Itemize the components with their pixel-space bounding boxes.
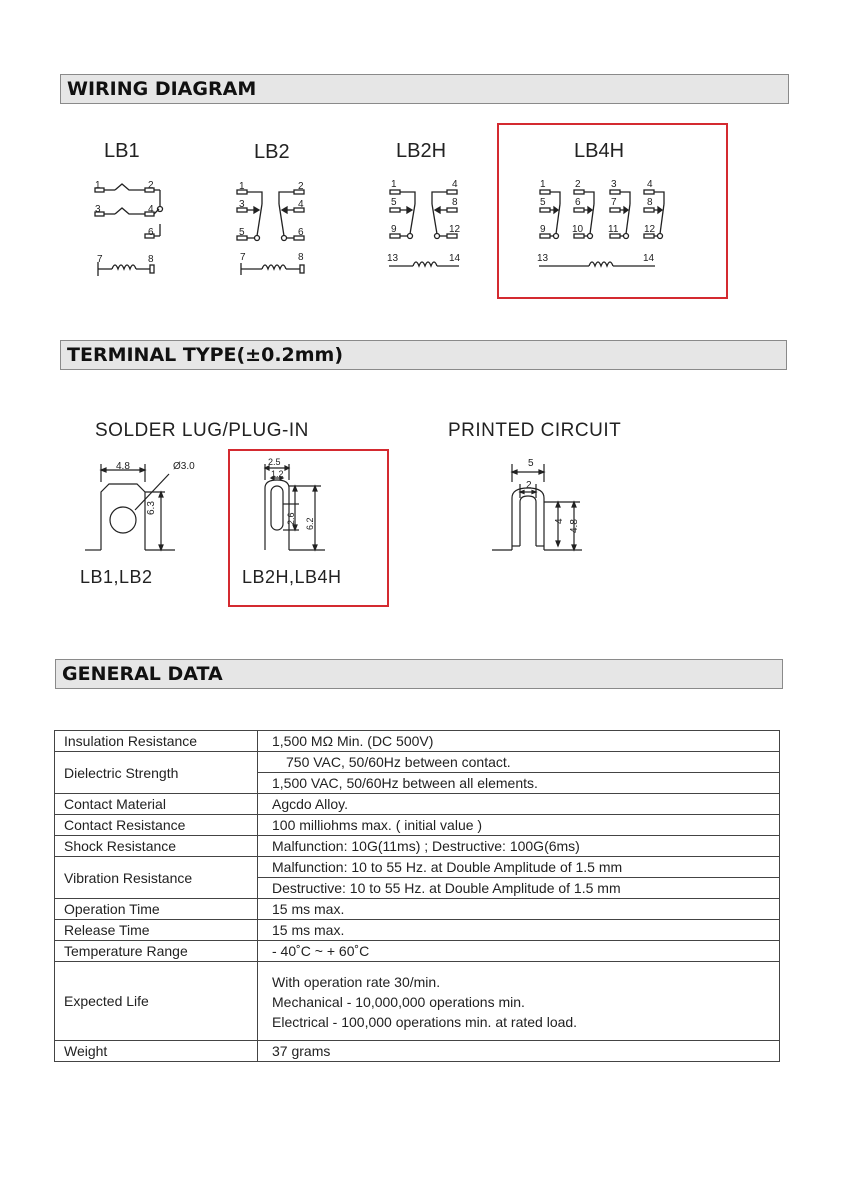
table-row [55,815,780,836]
lb2h-pin-13: 13 [387,253,399,264]
row-value: 37 grams [272,1043,331,1059]
row-value: Mechanical - 10,000,000 operations min. [272,994,525,1010]
row-key: Release Time [55,920,258,941]
lb4h-pin-4: 4 [647,179,653,190]
lb2-title: LB2 [254,141,290,163]
row-key: Weight [55,1041,258,1062]
row-key: Contact Material [55,794,258,815]
pcb-dim-width: 5 [528,458,534,469]
lb2h-wiring-diagram [385,180,475,280]
lug1-dim-width: 4.8 [116,461,130,472]
row-key: Expected Life [55,962,258,1041]
lb4h-pin-13: 13 [537,253,549,264]
row-value: 15 ms max. [272,901,345,917]
lb4h-pin-3: 3 [611,179,617,190]
table-row [55,920,780,941]
lb2-pin-6: 6 [298,227,304,238]
lb1-pin-1: 1 [95,180,101,191]
table-row [55,731,780,752]
row-key: Dielectric Strength [55,752,258,794]
row-key: Operation Time [55,899,258,920]
row-value: Destructive: 10 to 55 Hz. at Double Amplitude of 1.5 mm [258,877,779,898]
pcb-dim-pin-height: 4 [554,518,565,524]
row-value: 1,500 MΩ Min. (DC 500V) [272,733,434,749]
section-header-terminal-type: TERMINAL TYPE(±0.2mm) [60,340,787,370]
lb1-pin-7: 7 [97,254,103,265]
lb2h-pin-9: 9 [391,224,397,235]
section-header-wiring-diagram: WIRING DIAGRAM [60,74,789,104]
lb2h-pin-8: 8 [452,197,458,208]
lug1-caption: LB1,LB2 [80,567,153,587]
table-row [55,752,780,794]
row-value: Agcdo Alloy. [272,796,349,812]
lb2-pin-1: 1 [239,181,245,192]
lug1-dim-hole: Ø3.0 [173,461,195,472]
lug1-dim-height: 6.3 [146,501,157,515]
lb2h-title: LB2H [396,140,447,162]
lb4h-pin-10: 10 [572,224,584,235]
lug2-dim-slot-length: 2.6 [286,512,296,525]
pcb-dim-total-height: 4.8 [569,519,580,533]
solder-lug-title: SOLDER LUG/PLUG-IN [95,420,309,441]
lb4h-pin-9: 9 [540,224,546,235]
lb2-pin-7: 7 [240,252,246,263]
printed-circuit-title: PRINTED CIRCUIT [448,420,622,441]
row-value: 1,500 VAC, 50/60Hz between all elements. [258,772,779,793]
lb2h-pin-5: 5 [391,197,397,208]
lb2-pin-5: 5 [239,227,245,238]
lb2-pin-8: 8 [298,252,304,263]
lb4h-pin-5: 5 [540,197,546,208]
table-row [55,962,780,1041]
lb4h-pin-1: 1 [540,179,546,190]
lb1-title: LB1 [104,140,140,162]
table-row [55,836,780,857]
lb4h-pin-7: 7 [611,197,617,208]
lb4h-pin-6: 6 [575,197,581,208]
lb4h-title: LB4H [574,140,625,162]
lb4h-pin-11: 11 [608,224,619,235]
lb2h-pin-1: 1 [391,179,397,190]
lug-lb2h-lb4h-drawing [255,456,355,556]
row-key: Insulation Resistance [55,731,258,752]
general-data-table [54,730,780,1062]
printed-circuit-drawing [492,458,612,558]
lb2h-pin-14: 14 [449,253,461,264]
lug2-dim-width: 2.5 [268,457,281,467]
lb1-pin-8: 8 [148,254,154,265]
lb2h-pin-4: 4 [452,179,458,190]
table-row [55,794,780,815]
lb2-wiring-diagram [232,178,332,288]
row-value: Electrical - 100,000 operations min. at rated load. [272,1014,578,1030]
row-value: - 40˚C ~ + 60˚C [272,943,370,959]
lb1-pin-4: 4 [148,204,154,215]
row-key: Contact Resistance [55,815,258,836]
row-value: 750 VAC, 50/60Hz between contact. [286,754,511,770]
row-value: With operation rate 30/min. [272,974,441,990]
lb2-pin-4: 4 [298,199,304,210]
lug2-caption: LB2H,LB4H [242,567,342,587]
row-value: Malfunction: 10G(11ms) ; Destructive: 100G(6ms) [272,838,580,854]
lb4h-pin-2: 2 [575,179,581,190]
lb1-wiring-diagram [90,178,190,288]
lb2h-pin-12: 12 [449,224,461,235]
table-row [55,1041,780,1062]
lb4h-pin-14: 14 [643,253,655,264]
lb1-pin-3: 3 [95,204,101,215]
row-value: 15 ms max. [272,922,345,938]
pcb-dim-inner: 2 [526,480,532,491]
row-key: Temperature Range [55,941,258,962]
row-value: Malfunction: 10 to 55 Hz. at Double Amplitude of 1.5 mm [272,859,623,875]
lb1-pin-2: 2 [148,180,154,191]
lb2-pin-3: 3 [239,199,245,210]
row-key: Shock Resistance [55,836,258,857]
lb2-pin-2: 2 [298,181,304,192]
lug2-dim-slot-width: 1.2 [271,469,284,479]
lb4h-pin-12: 12 [644,224,656,235]
lb4h-pin-8: 8 [647,197,653,208]
lug-lb1-lb2-drawing [85,460,205,560]
lug2-dim-height: 6.2 [305,517,315,530]
row-key: Vibration Resistance [55,857,258,899]
table-row [55,941,780,962]
table-row [55,857,780,899]
row-value: 100 milliohms max. ( initial value ) [272,817,483,833]
table-row [55,899,780,920]
lb1-pin-6: 6 [148,227,154,238]
section-header-general-data: GENERAL DATA [55,659,783,689]
